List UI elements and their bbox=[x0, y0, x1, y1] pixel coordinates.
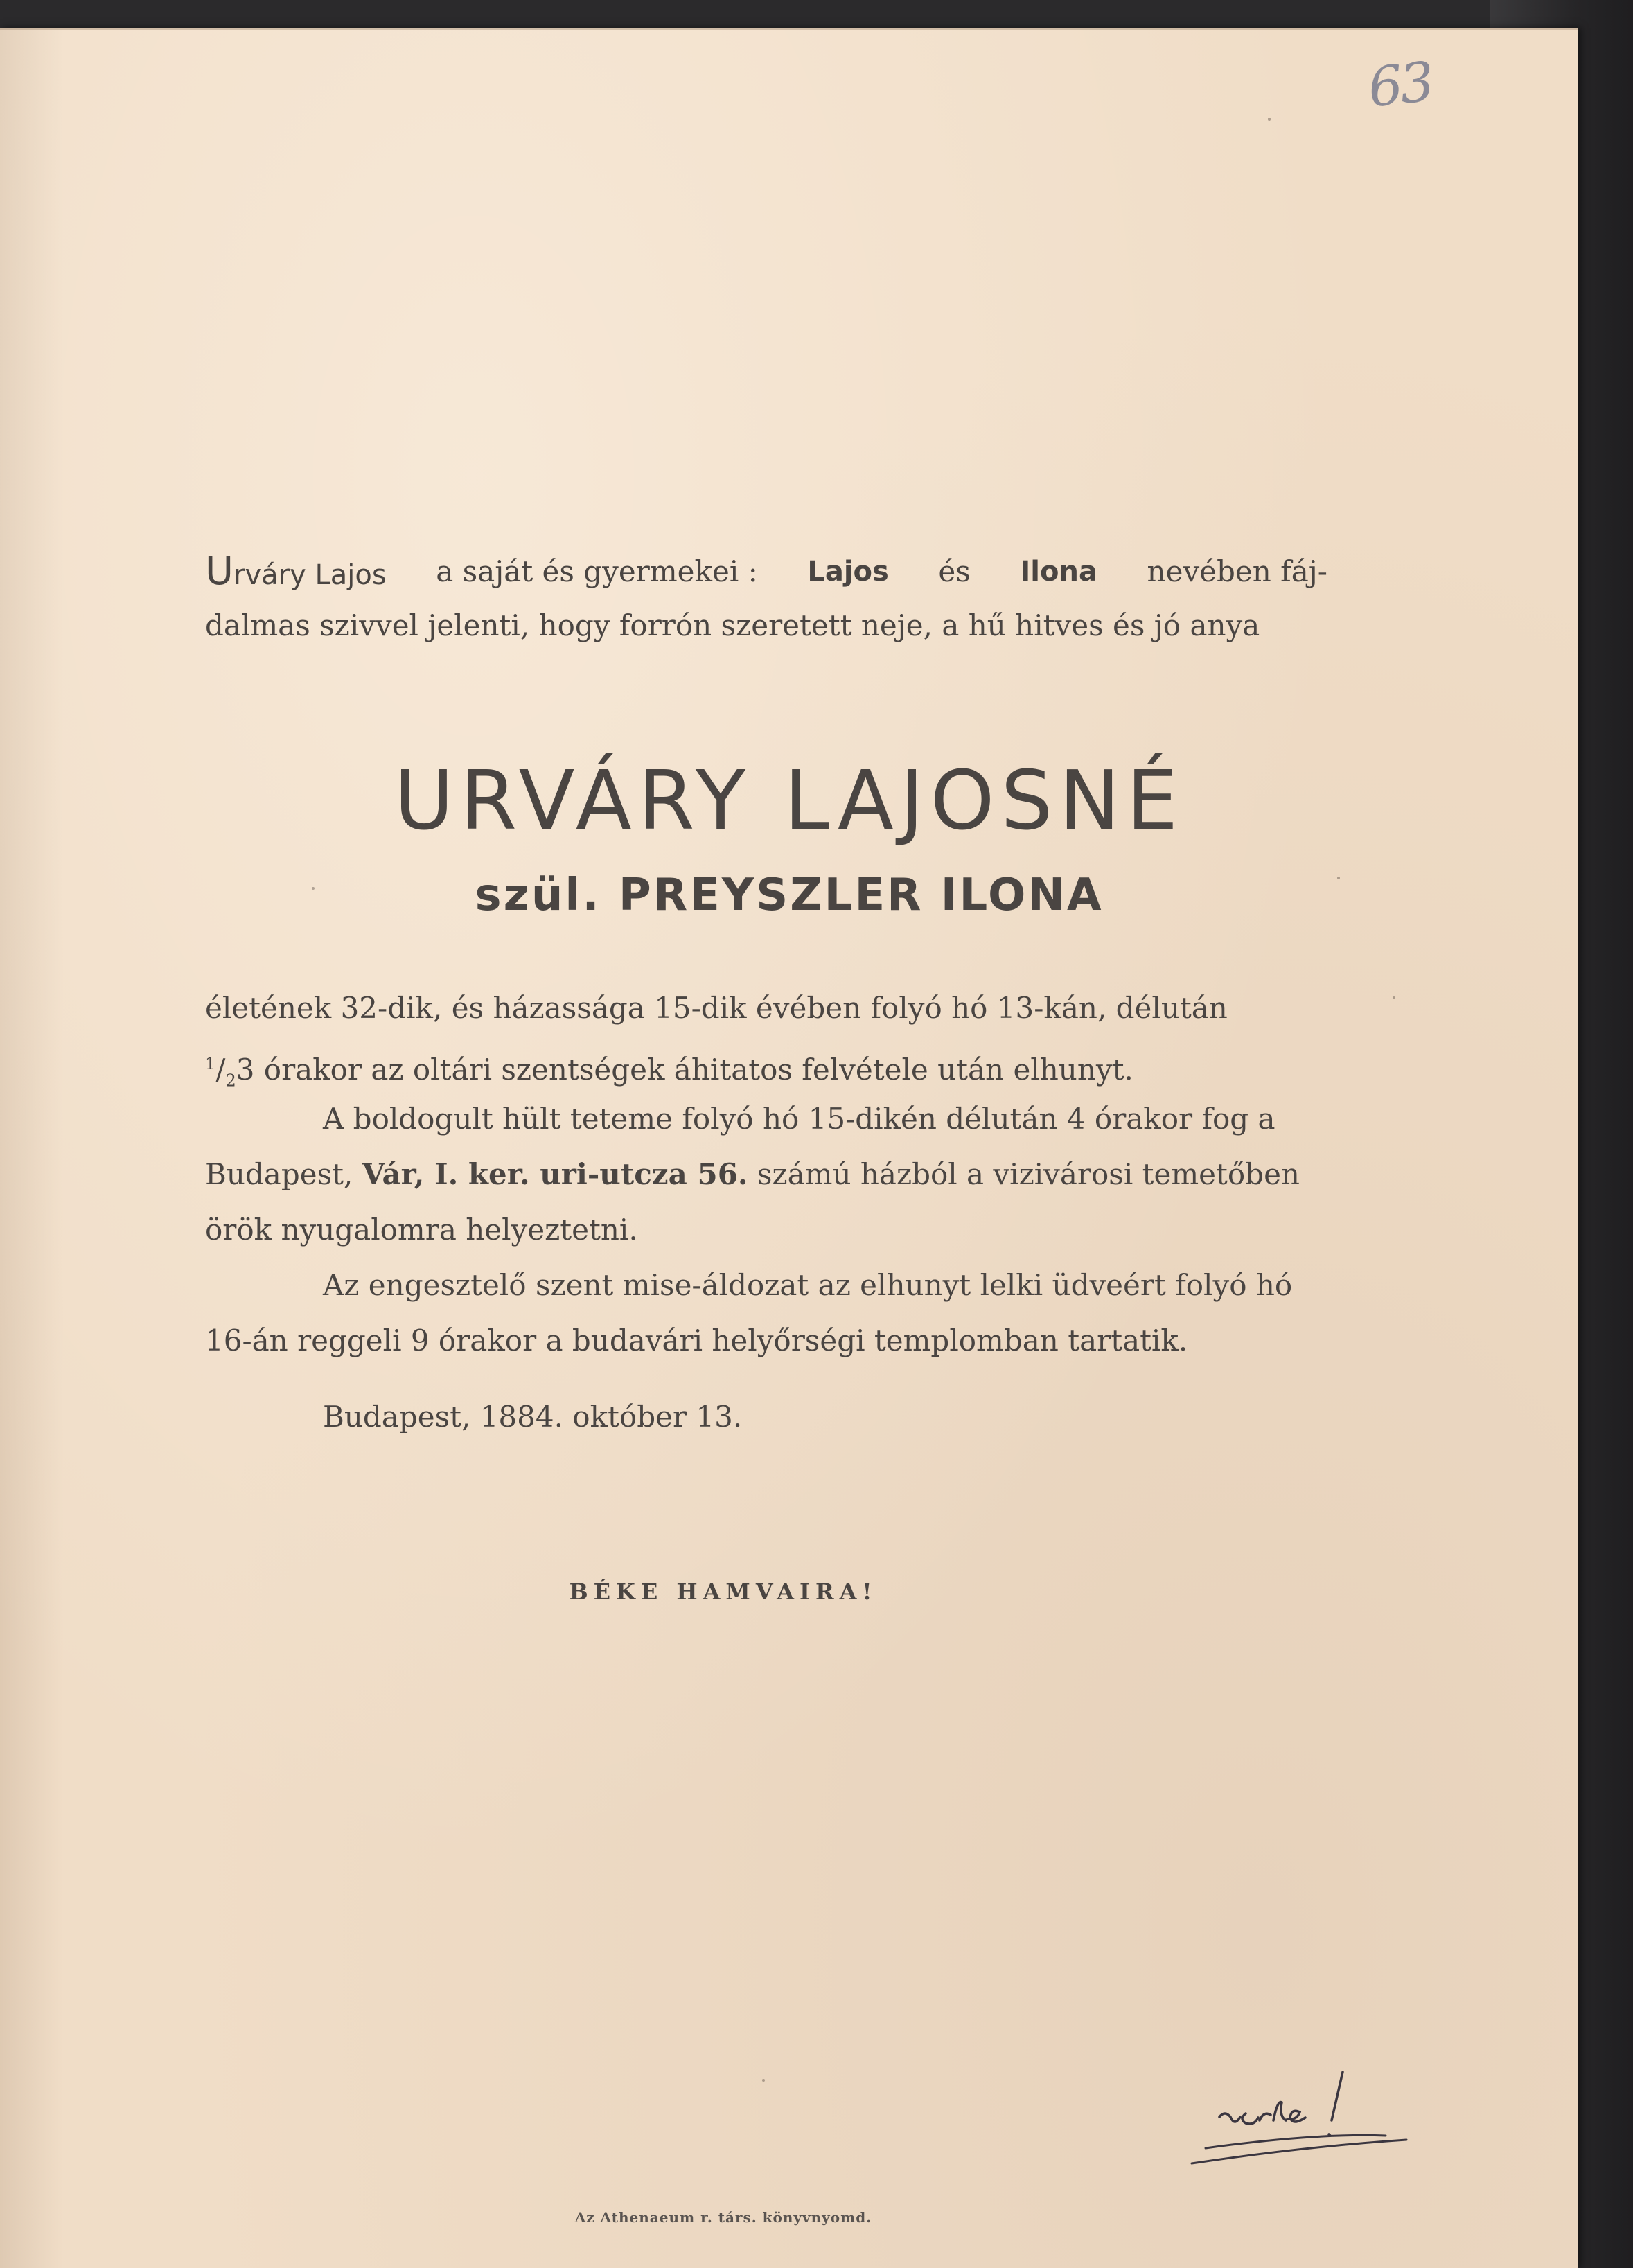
date-line: Budapest, 1884. október 13. bbox=[323, 1400, 743, 1434]
body-line-4-city: Budapest, bbox=[205, 1157, 353, 1191]
body-line-4-rest: számú házból a vizivárosi temetőben bbox=[757, 1157, 1300, 1191]
intro-text-a: a saját és gyermekei : bbox=[436, 554, 758, 588]
intro-child-2: Ilona bbox=[1020, 556, 1097, 588]
paper-speck bbox=[1393, 996, 1395, 999]
intro-name: Urváry Lajos bbox=[205, 549, 387, 594]
maiden-name: szül. PREYSZLER ILONA bbox=[475, 870, 1104, 921]
body-line-3: A boldogult hült teteme folyó hó 15-dikén délután 4 órakor fog a bbox=[323, 1102, 1275, 1136]
body-line-2-text: 3 órakor az oltári szentségek áhitatos felvétele után elhunyt. bbox=[236, 1053, 1133, 1087]
body-line-2 bbox=[205, 1046, 1327, 1098]
paper-speck bbox=[1268, 118, 1271, 121]
body-line-5: örök nyugalomra helyeztetni. bbox=[205, 1213, 638, 1247]
closing-phrase: BÉKE HAMVAIRA! bbox=[569, 1579, 878, 1605]
paper-speck bbox=[1337, 877, 1340, 879]
body-line-6: Az engesztelő szent mise-áldozat az elhunyt lelki üdveért folyó hó bbox=[323, 1268, 1293, 1302]
body-line-1: életének 32-dik, és házassága 15-dik évében folyó hó 13-kán, délután bbox=[205, 991, 1228, 1025]
death-notice-page bbox=[0, 28, 1578, 2268]
intro-text-b: és bbox=[938, 554, 971, 588]
time-fraction: $^1/_2$ bbox=[205, 1053, 236, 1091]
archive-number: 63 bbox=[1365, 51, 1435, 120]
handwritten-signature bbox=[1178, 2058, 1490, 2176]
paper-speck bbox=[762, 2079, 765, 2082]
intro-line-1 bbox=[205, 549, 1327, 594]
body-line-7: 16-án reggeli 9 órakor a budavári helyőrségi templomban tartatik. bbox=[205, 1324, 1188, 1357]
intro-child-1: Lajos bbox=[807, 556, 889, 588]
intro-text-c: nevében fáj- bbox=[1147, 554, 1327, 588]
body-line-4-address: Vár, I. ker. uri-utcza 56. bbox=[362, 1157, 748, 1191]
intro-line-2: dalmas szivvel jelenti, hogy forrón szeretett neje, a hű hitves és jó anya bbox=[205, 608, 1260, 642]
paper-speck bbox=[312, 887, 315, 890]
deceased-name: URVÁRY LAJOSNÉ bbox=[394, 753, 1185, 848]
printer-imprint: Az Athenaeum r. társ. könyvnyomd. bbox=[574, 2209, 872, 2226]
body-line-4 bbox=[205, 1157, 1327, 1192]
page-top-edge bbox=[0, 28, 1578, 30]
